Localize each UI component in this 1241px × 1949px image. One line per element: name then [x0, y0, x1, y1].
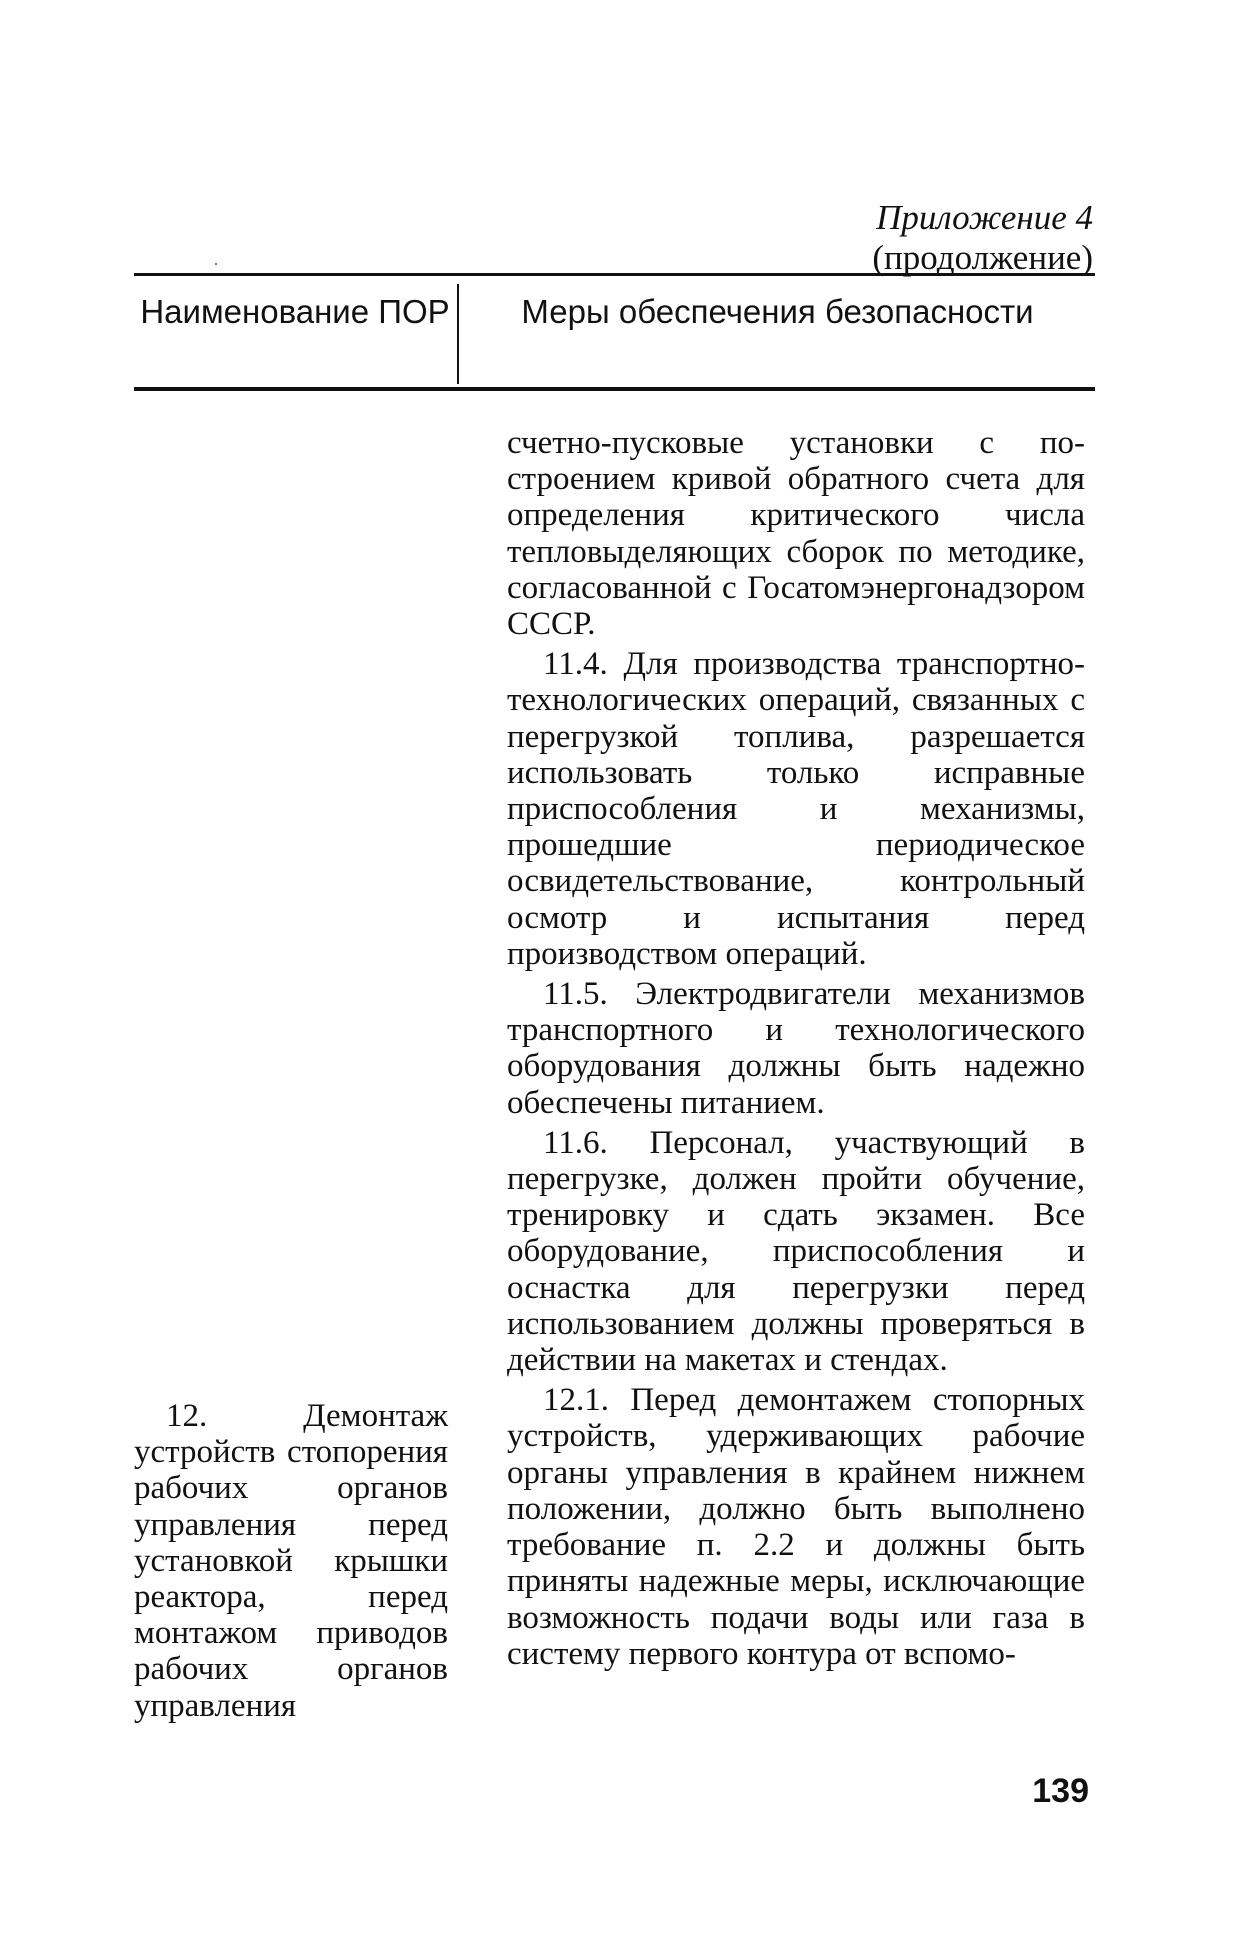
measure-paragraph: 11.5. Электродвигатели механизмов транспортного и технологического оборудования должны быть надежно обеспечены питанием.	[507, 976, 1085, 1121]
page-number: 139	[1032, 1772, 1089, 1810]
column-header-name: Наименование ПОР	[140, 293, 450, 330]
appendix-heading	[872, 198, 1093, 278]
measure-paragraph: 11.6. Персонал, участвующий в перегрузке, должен пройти обучение, тренировку и сдать экзамен. Все оборудование, приспособления и оснастка для перегрузки перед использованием должны проверяться в действии на макетах и стендах.	[507, 1124, 1085, 1379]
appendix-title: Приложение 4	[876, 198, 1093, 237]
measure-paragraph: 11.4. Для производства транспортно-технологических операций, связанных с перегрузкой топлива, разрешается использовать только исправные приспособления и механизмы, прошедшие периодическое освидетельствование, контрольный осмотр и испытания перед производством операций.	[507, 646, 1085, 972]
print-speck	[215, 263, 217, 265]
measure-paragraph: счетно-пусковые установки с построением кривой обратного счета для определения критического числа тепловыделяющих сборок по методике, согласованной с Госатомэнергонадзором СССР.	[507, 425, 1085, 643]
table-header-rule	[134, 387, 1095, 391]
operation-item: 12. Демонтаж устройств стопорения рабочих органов управления перед установкой крышки реактора, перед монтажом приводов рабочих органов управления	[134, 1398, 448, 1724]
column-divider	[457, 284, 459, 384]
operation-column	[134, 1398, 448, 1724]
measure-paragraph: 12.1. Перед демонтажем стопорных устройств, удерживающих рабочие органы управления в крайнем нижнем положении, должно быть выполнено требование п. 2.2 и должны быть приняты надежные меры, исключающие возможность подачи воды или газа в систему первого контура от вспомо-	[507, 1382, 1085, 1672]
column-header-measures: Меры обеспечения безопасности	[521, 293, 1034, 330]
table-top-rule	[134, 273, 1095, 276]
appendix-subtitle: (продолжение)	[872, 238, 1093, 277]
measures-column	[507, 425, 1085, 1676]
